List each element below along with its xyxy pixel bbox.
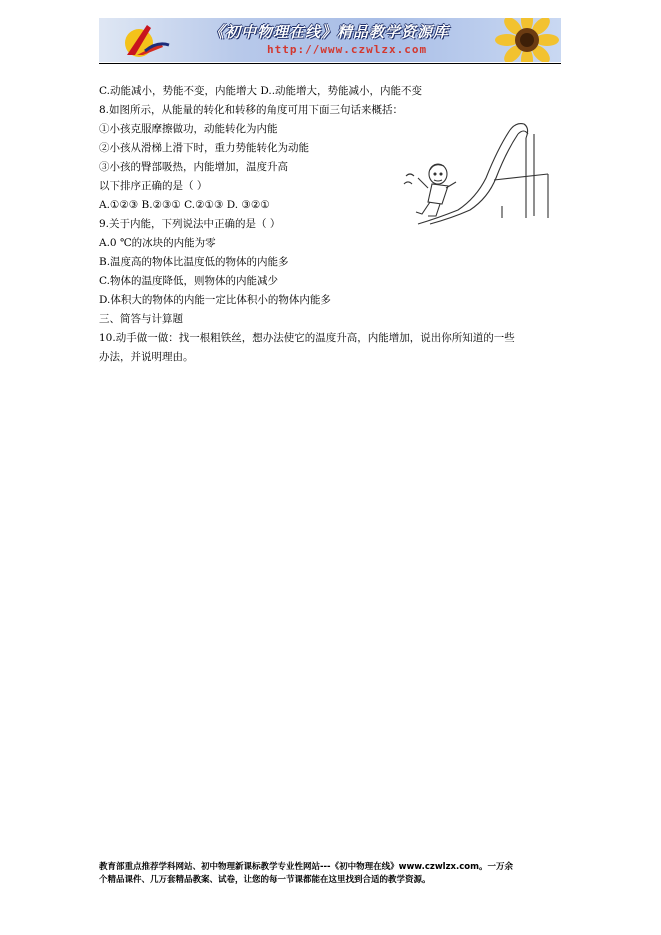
q8-options: A.①②③ B.②③① C.②①③ D. ③②① <box>99 199 270 211</box>
q8-statement-3: ③小孩的臀部吸热，内能增加，温度升高 <box>99 161 288 173</box>
q9-option-c: C.物体的温度降低，则物体的内能减少 <box>99 275 278 287</box>
slide-illustration <box>398 118 560 228</box>
q9-stem: 9.关于内能，下列说法中正确的是（ ） <box>99 218 281 230</box>
header-rule <box>99 63 561 64</box>
footer-line-1: 教育部重点推荐学科网站、初中物理新课标教学专业性网站---《初中物理在线》www.czwlzx.com。一万余 <box>99 862 513 872</box>
q9-option-d: D.体积大的物体的内能一定比体积小的物体内能多 <box>99 294 331 306</box>
banner-title: 《初中物理在线》精品教学资源库 <box>209 23 450 41</box>
q8-stem: 8.如图所示，从能量的转化和转移的角度可用下面三句话来概括： <box>99 104 404 116</box>
section-heading: 三、简答与计算题 <box>99 313 183 325</box>
q10-stem: 10.动手做一做：找一根粗铁丝，想办法使它的温度升高，内能增加，说出你所知道的一些 <box>99 332 515 344</box>
q7-option-cd: C.动能减小，势能不变，内能增大 D..动能增大，势能减小，内能不变 <box>99 85 423 97</box>
page-footer <box>99 861 565 887</box>
q8-statement-2: ②小孩从滑梯上滑下时，重力势能转化为动能 <box>99 142 309 154</box>
footer-line-2: 个精品课件、几万套精品教案、试卷，让您的每一节课都能在这里找到合适的教学资源。 <box>99 875 431 885</box>
q8-statement-1: ①小孩克服摩擦做功，动能转化为内能 <box>99 123 278 135</box>
banner-url[interactable]: http://www.czwlzx.com <box>267 43 428 56</box>
q8-prompt: 以下排序正确的是（ ） <box>99 180 208 192</box>
q9-option-a: A.0 ℃的冰块的内能为零 <box>99 237 216 249</box>
header-banner <box>99 18 561 62</box>
site-logo <box>117 21 177 59</box>
sunflower-image <box>487 18 559 62</box>
q10-stem-cont: 办法，并说明理由。 <box>99 351 194 363</box>
q9-option-b: B.温度高的物体比温度低的物体的内能多 <box>99 256 289 268</box>
